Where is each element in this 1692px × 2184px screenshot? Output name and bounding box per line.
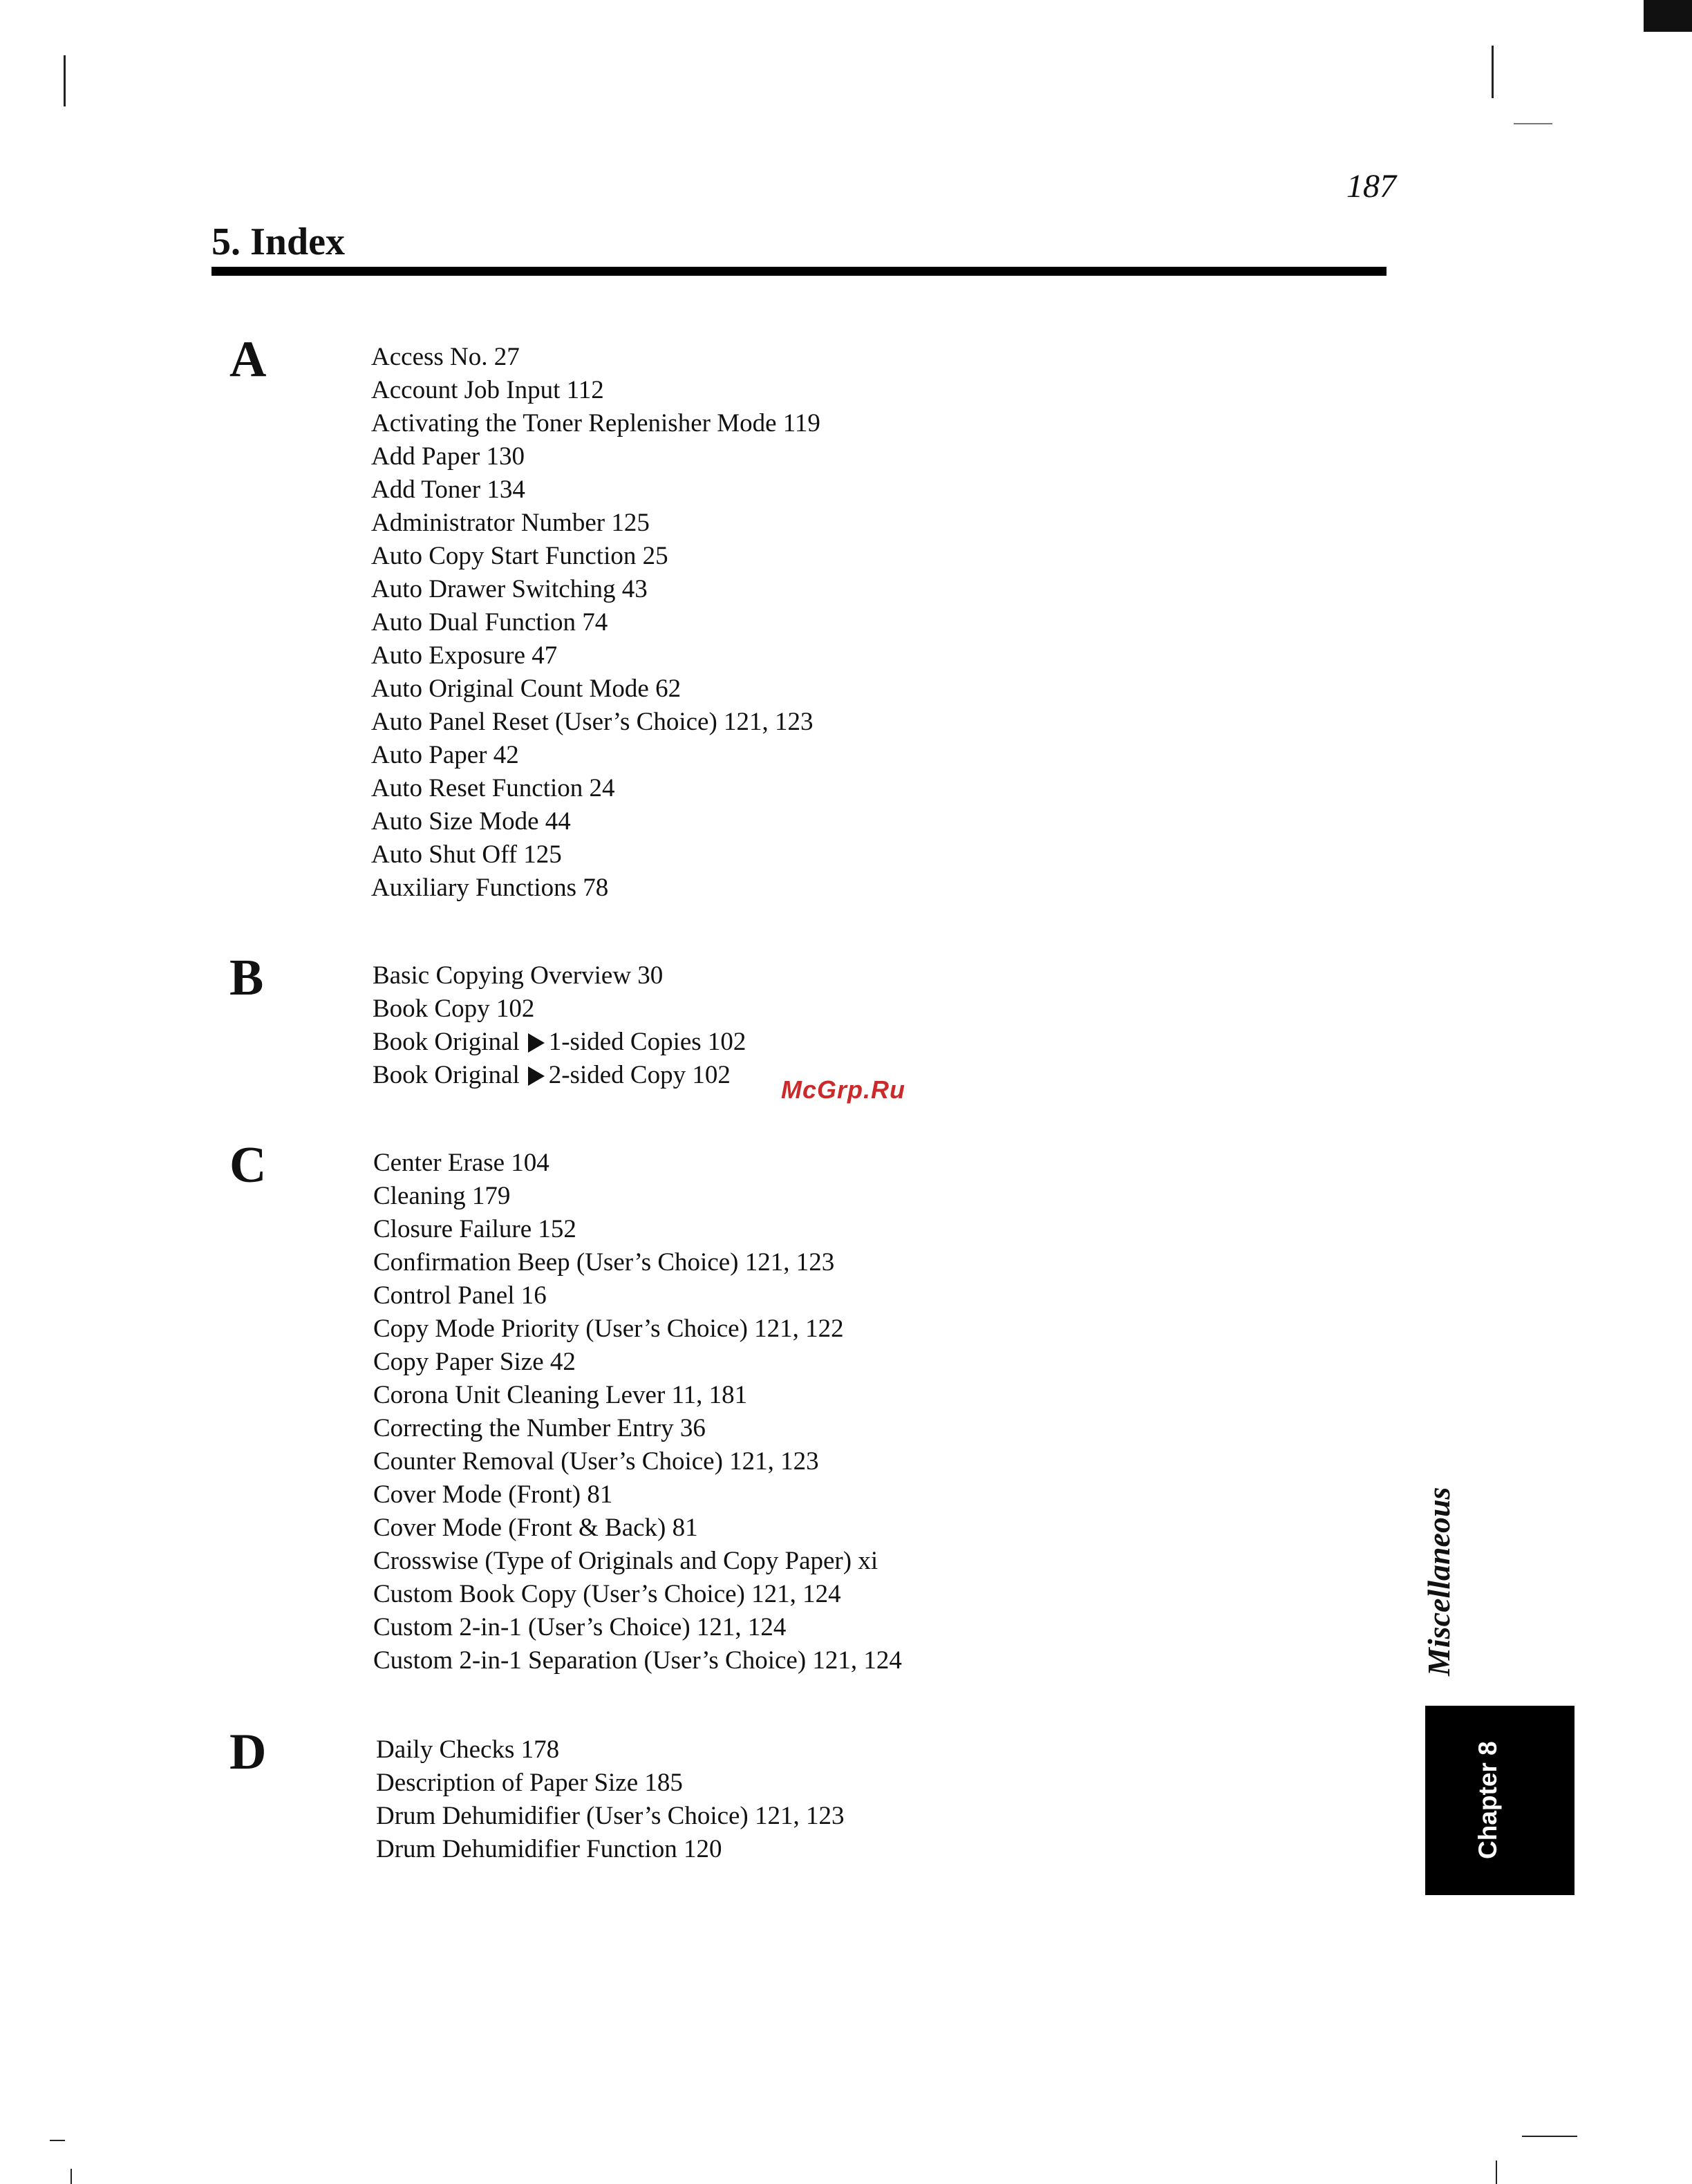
index-entry: Add Paper 130 xyxy=(371,442,525,471)
index-entry: Counter Removal (User’s Choice) 121, 123 xyxy=(373,1447,819,1476)
entry-list xyxy=(371,341,820,905)
index-entry: Auto Size Mode 44 xyxy=(371,807,571,836)
index-entry: Auto Reset Function 24 xyxy=(371,774,615,802)
index-entry: Administrator Number 125 xyxy=(371,509,650,537)
index-entry: Activating the Toner Replenisher Mode 119 xyxy=(371,409,820,437)
index-entry: Custom Book Copy (User’s Choice) 121, 124 xyxy=(373,1580,841,1608)
entry-list xyxy=(376,1733,845,1866)
index-entry: Copy Mode Priority (User’s Choice) 121, 122 xyxy=(373,1315,844,1343)
section-letter: C xyxy=(229,1137,267,1194)
index-entry: Closure Failure 152 xyxy=(373,1215,576,1243)
chapter-tab-label: Chapter 8 xyxy=(1474,1741,1502,1859)
index-entry: Account Job Input 112 xyxy=(371,376,604,404)
index-entry xyxy=(373,1059,746,1092)
page-number: 187 xyxy=(1346,168,1396,205)
entry-text: Book Original xyxy=(373,1061,520,1089)
index-entry: Confirmation Beep (User’s Choice) 121, 123 xyxy=(373,1248,835,1277)
index-entry: Daily Checks 178 xyxy=(376,1735,560,1764)
index-entry xyxy=(373,1026,746,1059)
index-entry: Auto Panel Reset (User’s Choice) 121, 123 xyxy=(371,708,814,736)
section-letter: A xyxy=(229,331,267,388)
index-entry: Basic Copying Overview 30 xyxy=(373,961,664,990)
crop-mark xyxy=(1496,2161,1497,2184)
scan-artifact xyxy=(1644,0,1692,32)
chapter-tab xyxy=(1425,1706,1574,1895)
index-entry: Auxiliary Functions 78 xyxy=(371,874,609,902)
index-entry: Cleaning 179 xyxy=(373,1182,511,1210)
index-entry: Access No. 27 xyxy=(371,343,520,371)
index-entry: Control Panel 16 xyxy=(373,1281,547,1310)
index-entry: Auto Drawer Switching 43 xyxy=(371,575,648,603)
crop-mark xyxy=(70,2169,72,2184)
crop-mark xyxy=(1492,46,1494,98)
crop-mark xyxy=(1514,123,1552,124)
index-entry: Drum Dehumidifier Function 120 xyxy=(376,1835,722,1863)
entry-list xyxy=(373,1147,902,1677)
entry-list xyxy=(373,959,746,1092)
index-entry: Crosswise (Type of Originals and Copy Paper) xi xyxy=(373,1547,878,1575)
entry-text: 2-sided Copy 102 xyxy=(548,1061,731,1089)
index-entry: Description of Paper Size 185 xyxy=(376,1769,683,1797)
index-entry: Custom 2-in-1 (User’s Choice) 121, 124 xyxy=(373,1613,787,1641)
index-entry: Custom 2-in-1 Separation (User’s Choice) 121, 124 xyxy=(373,1646,902,1675)
index-entry: Auto Exposure 47 xyxy=(371,641,558,670)
index-entry: Cover Mode (Front) 81 xyxy=(373,1480,613,1509)
index-entry: Add Toner 134 xyxy=(371,476,525,504)
triangle-arrow-icon xyxy=(528,1066,545,1086)
crop-mark xyxy=(64,55,66,106)
index-entry: Auto Dual Function 74 xyxy=(371,608,608,637)
crop-mark xyxy=(50,2140,65,2141)
index-entry: Auto Shut Off 125 xyxy=(371,840,562,869)
index-entry: Drum Dehumidifier (User’s Choice) 121, 123 xyxy=(376,1802,845,1830)
index-entry: Cover Mode (Front & Back) 81 xyxy=(373,1514,698,1542)
triangle-arrow-icon xyxy=(528,1033,545,1053)
side-label-text: Miscellaneous xyxy=(1421,1487,1456,1676)
index-entry: Corona Unit Cleaning Lever 11, 181 xyxy=(373,1381,748,1409)
section-letter: D xyxy=(229,1724,267,1780)
crop-mark xyxy=(1522,2136,1577,2137)
entry-text: 1-sided Copies 102 xyxy=(548,1028,746,1056)
page-title: 5. Index xyxy=(212,220,345,263)
index-entry: Book Copy 102 xyxy=(373,995,535,1023)
title-rule xyxy=(212,267,1386,276)
index-entry: Center Erase 104 xyxy=(373,1149,549,1177)
index-entry: Copy Paper Size 42 xyxy=(373,1348,576,1376)
entry-text: Book Original xyxy=(373,1028,520,1056)
watermark: McGrp.Ru xyxy=(781,1075,906,1104)
section-letter: B xyxy=(229,950,264,1006)
index-entry: Correcting the Number Entry 36 xyxy=(373,1414,706,1442)
index-entry: Auto Copy Start Function 25 xyxy=(371,542,668,570)
index-entry: Auto Paper 42 xyxy=(371,741,519,769)
index-entry: Auto Original Count Mode 62 xyxy=(371,675,682,703)
